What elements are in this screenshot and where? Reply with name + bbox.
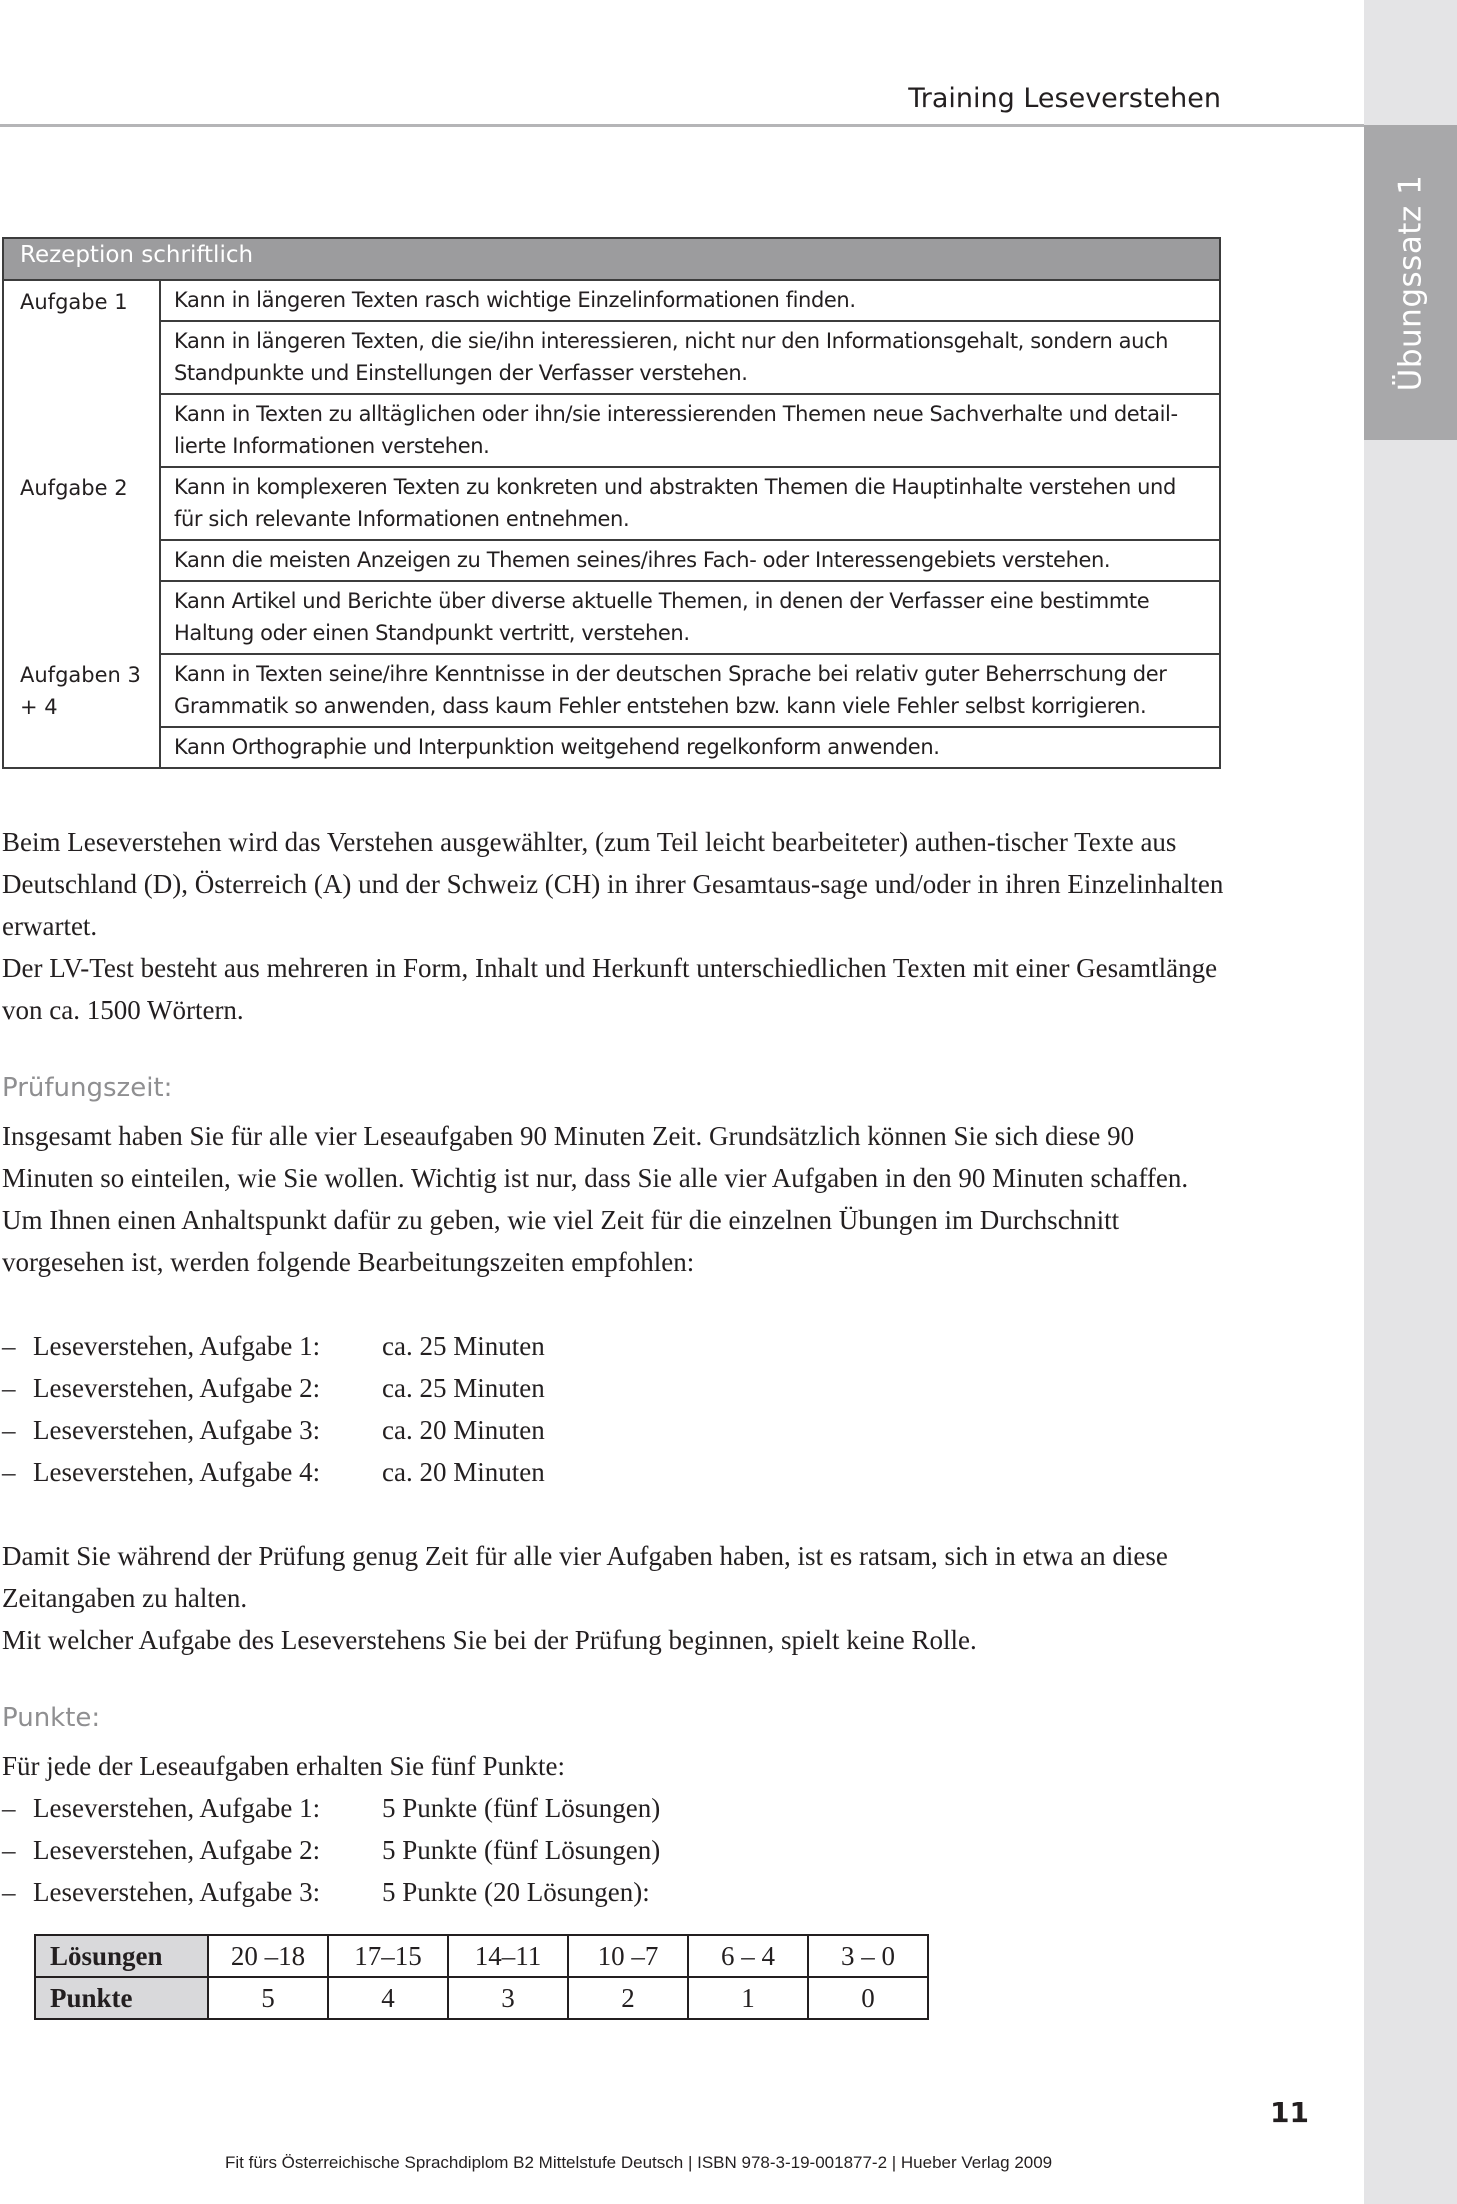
group-label-aufgabe-1: Aufgabe 1 <box>3 280 160 467</box>
score-cell: 10 –7 <box>568 1935 688 1977</box>
score-cell: 6 – 4 <box>688 1935 808 1977</box>
competence-item: Kann Orthographie und Interpunktion weitgehend regelkonform anwenden. <box>160 727 1220 768</box>
score-cell: 17–15 <box>328 1935 448 1977</box>
competence-item: Kann in längeren Texten, die sie/ihn interessieren, nicht nur den Informationsgehalt, sondern auch Standpunkte und Einstellungen der Verfasser verstehen. <box>160 321 1220 394</box>
score-cell: 20 –18 <box>208 1935 328 1977</box>
score-cell: 14–11 <box>448 1935 568 1977</box>
score-cell: 3 – 0 <box>808 1935 928 1977</box>
score-row-header: Punkte <box>35 1977 208 2019</box>
intro-paragraph-2: Der LV-Test besteht aus mehreren in Form, Inhalt und Herkunft unterschiedlichen Texten mit einer Gesamtlänge von ca. 1500 Wörtern. <box>2 953 1218 1025</box>
list-item: – Leseverstehen, Aufgabe 3: 5 Punkte (20 Lösungen): <box>2 1877 650 1907</box>
score-cell: 2 <box>568 1977 688 2019</box>
page-header-title: Training Leseverstehen <box>908 83 1221 114</box>
list-item: – Leseverstehen, Aufgabe 3: ca. 20 Minuten <box>2 1415 545 1445</box>
competence-item: Kann die meisten Anzeigen zu Themen seines/ihres Fach- oder Interessengebiets verstehen. <box>160 540 1220 581</box>
competence-item: Kann in Texten seine/ihre Kenntnisse in der deutschen Sprache bei relativ guter Beherrschung der Grammatik so anwenden, dass kaum Fehler entstehen bzw. kann viele Fehler selbst korrigieren. <box>160 654 1220 727</box>
pruefungszeit-after-1: Damit Sie während der Prüfung genug Zeit für alle vier Aufgaben haben, ist es ratsam, sich in etwa an diese Zeitangaben zu halten. <box>2 1541 1168 1613</box>
score-cell: 4 <box>328 1977 448 2019</box>
intro-paragraph-1: Beim Leseverstehen wird das Verstehen ausgewählter, (zum Teil leicht bearbeiteter) authen-tischer Texte aus Deutschland (D), Österreich (A) und der Schweiz (CH) in ihrer Gesamtaus-sage und/oder in ihren Einzelinhalten erwartet. <box>2 827 1224 941</box>
group-label-aufgabe-2: Aufgabe 2 <box>3 467 160 654</box>
list-item: – Leseverstehen, Aufgabe 4: ca. 20 Minuten <box>2 1457 545 1487</box>
time-list <box>2 1325 545 1493</box>
points-list <box>2 1787 660 1913</box>
side-tab-label-box <box>1366 125 1454 440</box>
score-row-header: Lösungen <box>35 1935 208 1977</box>
score-table <box>34 1934 929 2020</box>
list-item: – Leseverstehen, Aufgabe 2: 5 Punkte (fünf Lösungen) <box>2 1835 661 1865</box>
competence-item: Kann in komplexeren Texten zu konkreten und abstrakten Themen die Hauptinhalte verstehen und für sich relevante Informationen entnehmen. <box>160 467 1220 540</box>
pruefungszeit-after-2: Mit welcher Aufgabe des Leseverstehens Sie bei der Prüfung beginnen, spielt keine Rolle. <box>2 1625 977 1655</box>
list-item: – Leseverstehen, Aufgabe 1: ca. 25 Minuten <box>2 1331 545 1361</box>
score-cell: 3 <box>448 1977 568 2019</box>
score-cell: 5 <box>208 1977 328 2019</box>
competence-item: Kann in Texten zu alltäglichen oder ihn/sie interessierenden Themen neue Sachverhalte und detail-lierte Informationen verstehen. <box>160 394 1220 467</box>
competence-table-heading: Rezeption schriftlich <box>3 238 1220 280</box>
pruefungszeit-heading: Prüfungszeit: <box>2 1073 173 1103</box>
punkte-text: Für jede der Leseaufgaben erhalten Sie fünf Punkte: <box>2 1751 566 1781</box>
table-row <box>35 1935 928 1977</box>
table-row <box>35 1977 928 2019</box>
side-tab-label: Übungssatz 1 <box>1392 174 1428 391</box>
footer-text: Fit fürs Österreichische Sprachdiplom B2 Mittelstufe Deutsch | ISBN 978-3-19-001877-2 | Hueber Verlag 2009 <box>225 2153 1053 2172</box>
competence-table <box>2 237 1221 769</box>
competence-item: Kann Artikel und Berichte über diverse aktuelle Themen, in denen der Verfasser eine bestimmte Haltung oder einen Standpunkt vertritt, verstehen. <box>160 581 1220 654</box>
page-number: 11 <box>1270 2096 1309 2129</box>
score-cell: 0 <box>808 1977 928 2019</box>
score-cell: 1 <box>688 1977 808 2019</box>
group-label-aufgaben-3-4: Aufgaben 3 + 4 <box>3 654 160 768</box>
punkte-heading: Punkte: <box>2 1703 101 1733</box>
header-rule <box>0 124 1364 127</box>
list-item: – Leseverstehen, Aufgabe 2: ca. 25 Minuten <box>2 1373 545 1403</box>
competence-item: Kann in längeren Texten rasch wichtige Einzelinformationen finden. <box>160 280 1220 321</box>
list-item: – Leseverstehen, Aufgabe 1: 5 Punkte (fünf Lösungen) <box>2 1793 661 1823</box>
pruefungszeit-text: Insgesamt haben Sie für alle vier Leseaufgaben 90 Minuten Zeit. Grundsätzlich können Sie sich diese 90 Minuten so einteilen, wie Sie wollen. Wichtig ist nur, dass Sie alle vier Aufgaben in den 90 Minuten schaffen. Um Ihnen einen Anhaltspunkt dafür zu geben, wie viel Zeit für die einzelnen Übungen im Durchschnitt vorgesehen ist, werden folgende Bearbeitungszeiten empfohlen: <box>2 1121 1189 1277</box>
